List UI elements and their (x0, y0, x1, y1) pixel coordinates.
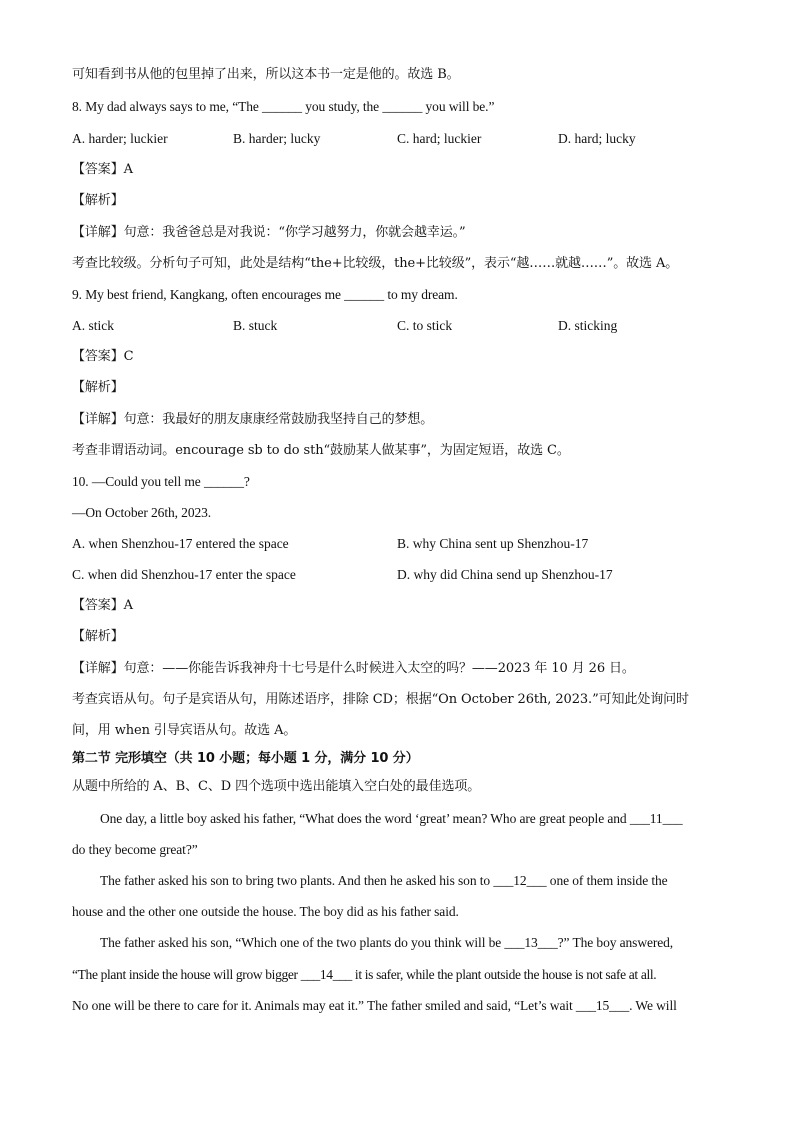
question-10-option-b: B. why China sent up Shenzhou-17 (397, 536, 589, 551)
passage-line: The father asked his son, “Which one of the two plants do you think will be ___13___?” The boy answered, (100, 935, 674, 950)
passage-line: One day, a little boy asked his father, “What does the word ‘great’ mean? Who are great people and ___11___ (100, 811, 683, 826)
explanation-text: 考查宾语从句。句子是宾语从句，用陈述语序，排除 CD；根据“On October 26th, 2023.”可知此处询问时 (72, 692, 689, 707)
question-8-option-a: A. harder; luckier (72, 131, 168, 146)
question-10-option-c: C. when did Shenzhou-17 enter the space (72, 567, 296, 582)
explanation-text: 考查比较级。分析句子可知，此处是结构“the+比较级，the+比较级”，表示“越……就越……”。故选 A。 (72, 256, 679, 271)
question-8-option-d: D. hard; lucky (558, 131, 636, 146)
detail-text: 【详解】句意：我爸爸总是对我说：“你学习越努力，你就会越幸运。” (72, 225, 466, 240)
question-8-stem: 8. My dad always says to me, “The ______ you study, the ______ you will be.” (72, 99, 495, 114)
question-8-option-b: B. harder; lucky (233, 131, 321, 146)
question-10-option-a: A. when Shenzhou-17 entered the space (72, 536, 289, 551)
analysis-label: 【解析】 (72, 380, 124, 395)
text-line: 可知看到书从他的包里掉了出来，所以这本书一定是他的。故选 B。 (72, 67, 460, 82)
analysis-label: 【解析】 (72, 193, 124, 208)
question-8-option-c: C. hard; luckier (397, 131, 482, 146)
detail-text: 【详解】句意：我最好的朋友康康经常鼓励我坚持自己的梦想。 (72, 412, 434, 427)
question-9-stem: 9. My best friend, Kangkang, often encourages me ______ to my dream. (72, 287, 458, 302)
question-10-option-d: D. why did China send up Shenzhou-17 (397, 567, 613, 582)
detail-text: 【详解】句意：——你能告诉我神舟十七号是什么时候进入太空的吗？——2023 年 10 月 26 日。 (72, 661, 635, 676)
analysis-label: 【解析】 (72, 629, 124, 644)
explanation-text: 考查非谓语动词。encourage sb to do sth“鼓励某人做某事”，为固定短语，故选 C。 (72, 443, 570, 458)
passage-line: “The plant inside the house will grow bigger ___14___ it is safer, while the plant outside the house is not safe at all. (72, 967, 657, 982)
answer-label: 【答案】A (72, 162, 133, 177)
passage-line: No one will be there to care for it. Animals may eat it.” The father smiled and said, “Let’s wait ___15___. We will (72, 998, 677, 1013)
question-9-option-c: C. to stick (397, 318, 453, 333)
question-10-reply: —On October 26th, 2023. (72, 505, 212, 520)
answer-label: 【答案】C (72, 349, 134, 364)
section-instructions: 从题中所给的 A、B、C、D 四个选项中选出能填入空白处的最佳选项。 (72, 779, 481, 794)
question-10-stem: 10. —Could you tell me ______? (72, 474, 250, 489)
explanation-text: 间，用 when 引导宾语从句。故选 A。 (72, 723, 297, 738)
passage-line: house and the other one outside the house. The boy did as his father said. (72, 904, 459, 919)
question-9-option-a: A. stick (72, 318, 114, 333)
section-title: 第二节 完形填空（共 10 小题；每小题 1 分，满分 10 分） (72, 751, 419, 766)
question-9-option-b: B. stuck (233, 318, 278, 333)
passage-line: do they become great?” (72, 842, 198, 857)
passage-line: The father asked his son to bring two plants. And then he asked his son to ___12___ one of them inside the (100, 873, 668, 888)
answer-label: 【答案】A (72, 598, 133, 613)
question-9-option-d: D. sticking (558, 318, 618, 333)
